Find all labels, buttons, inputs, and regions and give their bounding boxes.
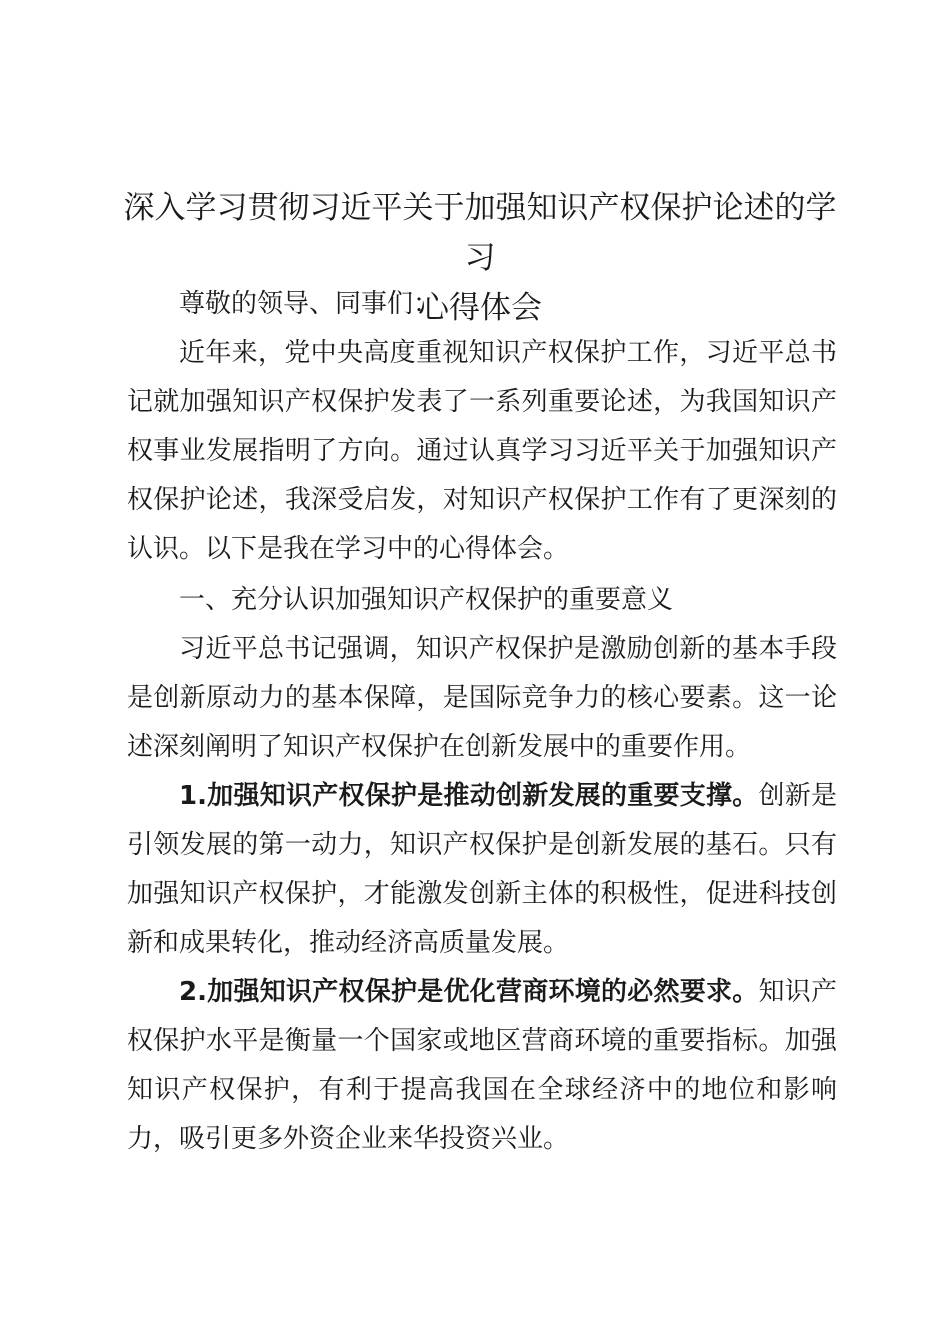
intro-paragraph: 近年来，党中央高度重视知识产权保护工作，习近平总书记就加强知识产权保护发表了一系列重要论述，为我国知识产权事业发展指明了方向。通过认真学习习近平关于加强知识产权保护论述，我深受启发，对知识产权保护工作有了更深刻的认识。以下是我在学习中的心得体会。 [127, 338, 837, 564]
point-2-lead: 2.加强知识产权保护是优化营商环境的必然要求。 [179, 977, 759, 1007]
title-line-2: 心得体会 [418, 290, 542, 326]
point-1-paragraph [127, 772, 837, 968]
point-1-text: 创新是引领发展的第一动力，知识产权保护是创新发展的基石。只有加强知识产权保护，才能激发创新主体的积极性，促进科技创新和成果转化，推动经济高质量发展。 [127, 781, 837, 958]
title-line-1: 深入学习贯彻习近平关于加强知识产权保护论述的学习 [123, 190, 837, 276]
section-1-paragraph: 习近平总书记强调，知识产权保护是激励创新的基本手段是创新原动力的基本保障，是国际竞争力的核心要素。这一论述深刻阐明了知识产权保护在创新发展中的重要作用。 [127, 634, 837, 762]
point-1-lead: 1.加强知识产权保护是推动创新发展的重要支撑。 [179, 781, 759, 811]
point-2-paragraph [127, 968, 837, 1164]
salutation: 尊敬的领导、同事们： [179, 289, 440, 319]
point-2-text: 知识产权保护水平是衡量一个国家或地区营商环境的重要指标。加强知识产权保护，有利于提高我国在全球经济中的地位和影响力，吸引更多外资企业来华投资兴业。 [127, 977, 837, 1154]
section-1-heading: 一、充分认识加强知识产权保护的重要意义 [179, 585, 674, 615]
document-body [127, 280, 837, 1164]
